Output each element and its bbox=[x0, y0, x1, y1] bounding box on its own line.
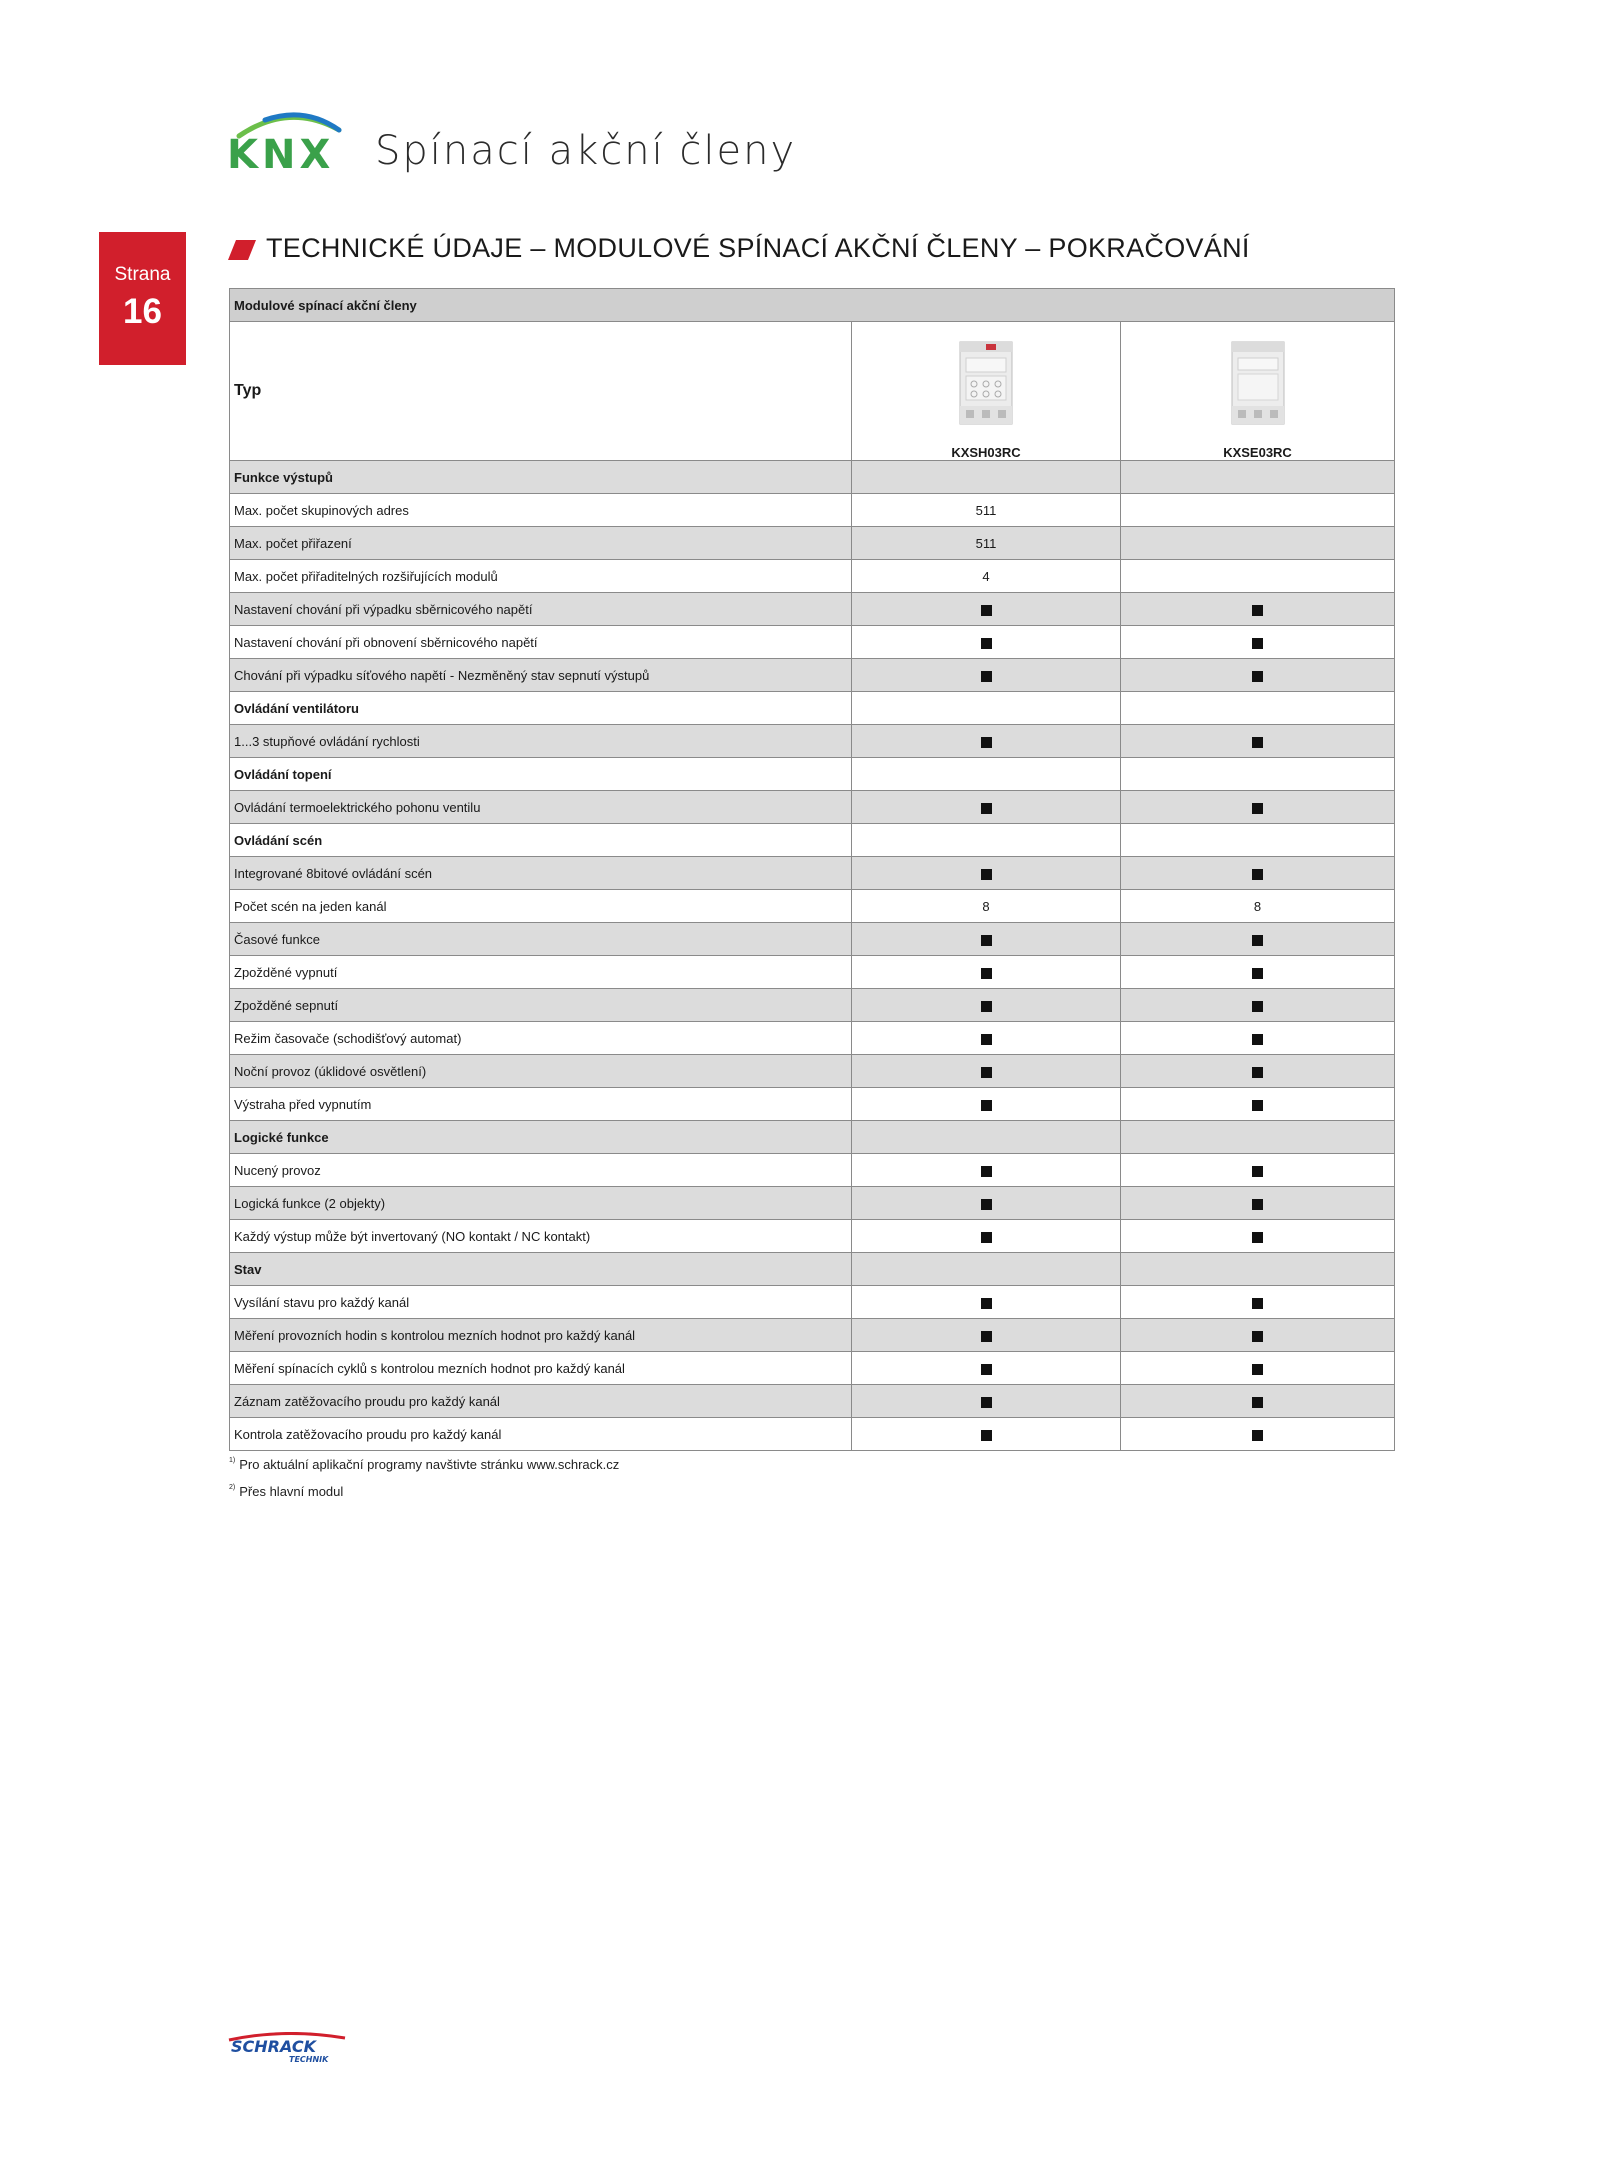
supported-bullet-icon bbox=[981, 1199, 992, 1210]
supported-bullet-icon bbox=[1252, 803, 1263, 814]
feature-label: Max. počet přiřaditelných rozšiřujících modulů bbox=[230, 560, 852, 593]
supported-cell bbox=[852, 791, 1121, 824]
supported-cell bbox=[1121, 1220, 1395, 1253]
value-cell: 8 bbox=[852, 890, 1121, 923]
supported-cell bbox=[852, 989, 1121, 1022]
feature-label: Nucený provoz bbox=[230, 1154, 852, 1187]
value-cell: 511 bbox=[852, 527, 1121, 560]
table-row bbox=[230, 989, 1395, 1022]
supported-bullet-icon bbox=[1252, 1298, 1263, 1309]
table-row bbox=[230, 1154, 1395, 1187]
value-cell bbox=[852, 824, 1121, 857]
footnote-mark: 2) bbox=[229, 1484, 236, 1491]
supported-bullet-icon bbox=[1252, 638, 1263, 649]
feature-label: Noční provoz (úklidové osvětlení) bbox=[230, 1055, 852, 1088]
table-section-row bbox=[230, 1253, 1395, 1286]
value-cell bbox=[1121, 560, 1395, 593]
value-cell bbox=[1121, 461, 1395, 494]
page-number-tab bbox=[99, 232, 186, 365]
supported-cell bbox=[852, 1352, 1121, 1385]
table-row bbox=[230, 725, 1395, 758]
supported-bullet-icon bbox=[1252, 1034, 1263, 1045]
supported-bullet-icon bbox=[1252, 1067, 1263, 1078]
knx-logo-text: KNX bbox=[227, 132, 335, 174]
value-cell bbox=[852, 758, 1121, 791]
feature-label: Kontrola zatěžovacího proudu pro každý kanál bbox=[230, 1418, 852, 1451]
feature-label: Záznam zatěžovacího proudu pro každý kanál bbox=[230, 1385, 852, 1418]
value-cell bbox=[1121, 1253, 1395, 1286]
product-cell bbox=[852, 322, 1121, 461]
supported-cell bbox=[1121, 1154, 1395, 1187]
supported-cell bbox=[1121, 725, 1395, 758]
supported-cell bbox=[852, 659, 1121, 692]
feature-label: Logická funkce (2 objekty) bbox=[230, 1187, 852, 1220]
supported-bullet-icon bbox=[1252, 1001, 1263, 1012]
page-title: Spínací akční členy bbox=[375, 128, 797, 174]
table-row bbox=[230, 494, 1395, 527]
section-marker-icon bbox=[228, 240, 256, 260]
feature-label: Zpožděné vypnutí bbox=[230, 956, 852, 989]
supported-cell bbox=[1121, 1418, 1395, 1451]
supported-cell bbox=[852, 1022, 1121, 1055]
supported-bullet-icon bbox=[981, 968, 992, 979]
table-row bbox=[230, 659, 1395, 692]
supported-bullet-icon bbox=[981, 638, 992, 649]
product-cell bbox=[1121, 322, 1395, 461]
supported-bullet-icon bbox=[981, 1232, 992, 1243]
table-row bbox=[230, 626, 1395, 659]
feature-label: Zpožděné sepnutí bbox=[230, 989, 852, 1022]
supported-bullet-icon bbox=[981, 671, 992, 682]
type-row bbox=[230, 322, 1395, 461]
supported-cell bbox=[1121, 1352, 1395, 1385]
section-heading: TECHNICKÉ ÚDAJE – MODULOVÉ SPÍNACÍ AKČNÍ ČLENY – POKRAČOVÁNÍ bbox=[266, 233, 1250, 263]
supported-cell bbox=[852, 1286, 1121, 1319]
table-section-row bbox=[230, 461, 1395, 494]
supported-bullet-icon bbox=[1252, 605, 1263, 616]
supported-cell bbox=[1121, 1319, 1395, 1352]
value-cell bbox=[852, 461, 1121, 494]
supported-cell bbox=[852, 1385, 1121, 1418]
supported-cell bbox=[852, 923, 1121, 956]
section-label: Stav bbox=[230, 1253, 852, 1286]
footnote-text: Přes hlavní modul bbox=[239, 1484, 344, 1499]
section-label: Ovládání ventilátoru bbox=[230, 692, 852, 725]
table-row bbox=[230, 1385, 1395, 1418]
supported-cell bbox=[1121, 1385, 1395, 1418]
specs-table bbox=[229, 288, 1395, 1451]
supported-bullet-icon bbox=[1252, 869, 1263, 880]
supported-cell bbox=[852, 1418, 1121, 1451]
footnote-2 bbox=[229, 1484, 343, 1499]
value-cell bbox=[1121, 824, 1395, 857]
table-section-row bbox=[230, 1121, 1395, 1154]
supported-bullet-icon bbox=[981, 1166, 992, 1177]
feature-label: Časové funkce bbox=[230, 923, 852, 956]
supported-cell bbox=[852, 1319, 1121, 1352]
page-tab-label: Strana bbox=[114, 264, 171, 285]
feature-label: Nastavení chování při obnovení sběrnicového napětí bbox=[230, 626, 852, 659]
feature-label: Max. počet přiřazení bbox=[230, 527, 852, 560]
table-row bbox=[230, 1286, 1395, 1319]
supported-bullet-icon bbox=[1252, 968, 1263, 979]
type-label: Typ bbox=[230, 322, 852, 461]
value-cell: 8 bbox=[1121, 890, 1395, 923]
section-label: Ovládání scén bbox=[230, 824, 852, 857]
supported-cell bbox=[1121, 659, 1395, 692]
supported-cell bbox=[1121, 1022, 1395, 1055]
table-row bbox=[230, 956, 1395, 989]
supported-bullet-icon bbox=[1252, 1331, 1263, 1342]
supported-bullet-icon bbox=[981, 605, 992, 616]
schrack-logo-subtext: TECHNIK bbox=[289, 2055, 329, 2064]
value-cell bbox=[852, 692, 1121, 725]
table-row bbox=[230, 857, 1395, 890]
table-row bbox=[230, 1220, 1395, 1253]
table-row bbox=[230, 1055, 1395, 1088]
feature-label: Chování při výpadku síťového napětí - Nezměněný stav sepnutí výstupů bbox=[230, 659, 852, 692]
supported-cell bbox=[852, 626, 1121, 659]
supported-cell bbox=[1121, 593, 1395, 626]
table-row bbox=[230, 560, 1395, 593]
table-row bbox=[230, 923, 1395, 956]
table-caption: Modulové spínací akční členy bbox=[230, 289, 1395, 322]
value-cell bbox=[852, 1253, 1121, 1286]
table-row bbox=[230, 1022, 1395, 1055]
footnote-text: Pro aktuální aplikační programy navštivte stránku www.schrack.cz bbox=[239, 1457, 620, 1472]
supported-bullet-icon bbox=[1252, 1430, 1263, 1441]
feature-label: Měření spínacích cyklů s kontrolou mezních hodnot pro každý kanál bbox=[230, 1352, 852, 1385]
supported-cell bbox=[852, 1088, 1121, 1121]
supported-bullet-icon bbox=[981, 1067, 992, 1078]
table-row bbox=[230, 593, 1395, 626]
table-row bbox=[230, 527, 1395, 560]
supported-bullet-icon bbox=[1252, 1166, 1263, 1177]
supported-bullet-icon bbox=[981, 1331, 992, 1342]
table-row bbox=[230, 890, 1395, 923]
supported-cell bbox=[1121, 1055, 1395, 1088]
table-row bbox=[230, 1418, 1395, 1451]
footnote-1 bbox=[229, 1457, 619, 1472]
value-cell bbox=[1121, 1121, 1395, 1154]
supported-bullet-icon bbox=[981, 803, 992, 814]
table-row bbox=[230, 1352, 1395, 1385]
supported-bullet-icon bbox=[981, 1001, 992, 1012]
supported-cell bbox=[852, 857, 1121, 890]
supported-cell bbox=[852, 956, 1121, 989]
table-section-row bbox=[230, 824, 1395, 857]
supported-bullet-icon bbox=[981, 1364, 992, 1375]
section-label: Logické funkce bbox=[230, 1121, 852, 1154]
value-cell bbox=[852, 1121, 1121, 1154]
extension-module-image bbox=[1228, 340, 1288, 426]
schrack-logo bbox=[225, 2032, 350, 2064]
feature-label: Měření provozních hodin s kontrolou mezních hodnot pro každý kanál bbox=[230, 1319, 852, 1352]
product-name: KXSE03RC bbox=[1223, 445, 1292, 460]
value-cell bbox=[1121, 494, 1395, 527]
supported-cell bbox=[852, 725, 1121, 758]
supported-cell bbox=[852, 593, 1121, 626]
table-row bbox=[230, 1319, 1395, 1352]
table-row bbox=[230, 1088, 1395, 1121]
supported-cell bbox=[1121, 857, 1395, 890]
actuator-device-image bbox=[956, 340, 1016, 426]
knx-logo bbox=[225, 108, 353, 174]
feature-label: Každý výstup může být invertovaný (NO kontakt / NC kontakt) bbox=[230, 1220, 852, 1253]
supported-cell bbox=[1121, 1286, 1395, 1319]
supported-bullet-icon bbox=[981, 1397, 992, 1408]
value-cell bbox=[1121, 758, 1395, 791]
footnote-mark: 1) bbox=[229, 1457, 236, 1464]
supported-bullet-icon bbox=[1252, 1100, 1263, 1111]
schrack-logo-text: SCHRACK bbox=[231, 2037, 317, 2056]
supported-cell bbox=[852, 1220, 1121, 1253]
supported-bullet-icon bbox=[1252, 1364, 1263, 1375]
feature-label: 1...3 stupňové ovládání rychlosti bbox=[230, 725, 852, 758]
feature-label: Integrované 8bitové ovládání scén bbox=[230, 857, 852, 890]
feature-label: Režim časovače (schodišťový automat) bbox=[230, 1022, 852, 1055]
section-label: Ovládání topení bbox=[230, 758, 852, 791]
table-section-row bbox=[230, 692, 1395, 725]
supported-cell bbox=[852, 1187, 1121, 1220]
feature-label: Ovládání termoelektrického pohonu ventilu bbox=[230, 791, 852, 824]
supported-cell bbox=[1121, 791, 1395, 824]
supported-cell bbox=[1121, 923, 1395, 956]
value-cell bbox=[1121, 692, 1395, 725]
table-row bbox=[230, 1187, 1395, 1220]
feature-label: Nastavení chování při výpadku sběrnicového napětí bbox=[230, 593, 852, 626]
table-caption-row bbox=[230, 289, 1395, 322]
page-number: 16 bbox=[123, 292, 162, 331]
supported-bullet-icon bbox=[1252, 737, 1263, 748]
supported-bullet-icon bbox=[981, 935, 992, 946]
supported-bullet-icon bbox=[1252, 1199, 1263, 1210]
section-label: Funkce výstupů bbox=[230, 461, 852, 494]
feature-label: Počet scén na jeden kanál bbox=[230, 890, 852, 923]
supported-bullet-icon bbox=[1252, 1397, 1263, 1408]
supported-bullet-icon bbox=[1252, 671, 1263, 682]
table-section-row bbox=[230, 758, 1395, 791]
supported-cell bbox=[852, 1154, 1121, 1187]
supported-bullet-icon bbox=[1252, 1232, 1263, 1243]
feature-label: Max. počet skupinových adres bbox=[230, 494, 852, 527]
supported-bullet-icon bbox=[981, 737, 992, 748]
value-cell bbox=[1121, 527, 1395, 560]
supported-bullet-icon bbox=[981, 869, 992, 880]
supported-cell bbox=[1121, 626, 1395, 659]
supported-cell bbox=[1121, 956, 1395, 989]
supported-cell bbox=[852, 1055, 1121, 1088]
table-row bbox=[230, 791, 1395, 824]
supported-bullet-icon bbox=[1252, 935, 1263, 946]
product-name: KXSH03RC bbox=[951, 445, 1021, 460]
supported-bullet-icon bbox=[981, 1034, 992, 1045]
supported-bullet-icon bbox=[981, 1298, 992, 1309]
supported-cell bbox=[1121, 1088, 1395, 1121]
supported-bullet-icon bbox=[981, 1430, 992, 1441]
supported-cell bbox=[1121, 1187, 1395, 1220]
supported-bullet-icon bbox=[981, 1100, 992, 1111]
value-cell: 511 bbox=[852, 494, 1121, 527]
feature-label: Výstraha před vypnutím bbox=[230, 1088, 852, 1121]
supported-cell bbox=[1121, 989, 1395, 1022]
value-cell: 4 bbox=[852, 560, 1121, 593]
feature-label: Vysílání stavu pro každý kanál bbox=[230, 1286, 852, 1319]
